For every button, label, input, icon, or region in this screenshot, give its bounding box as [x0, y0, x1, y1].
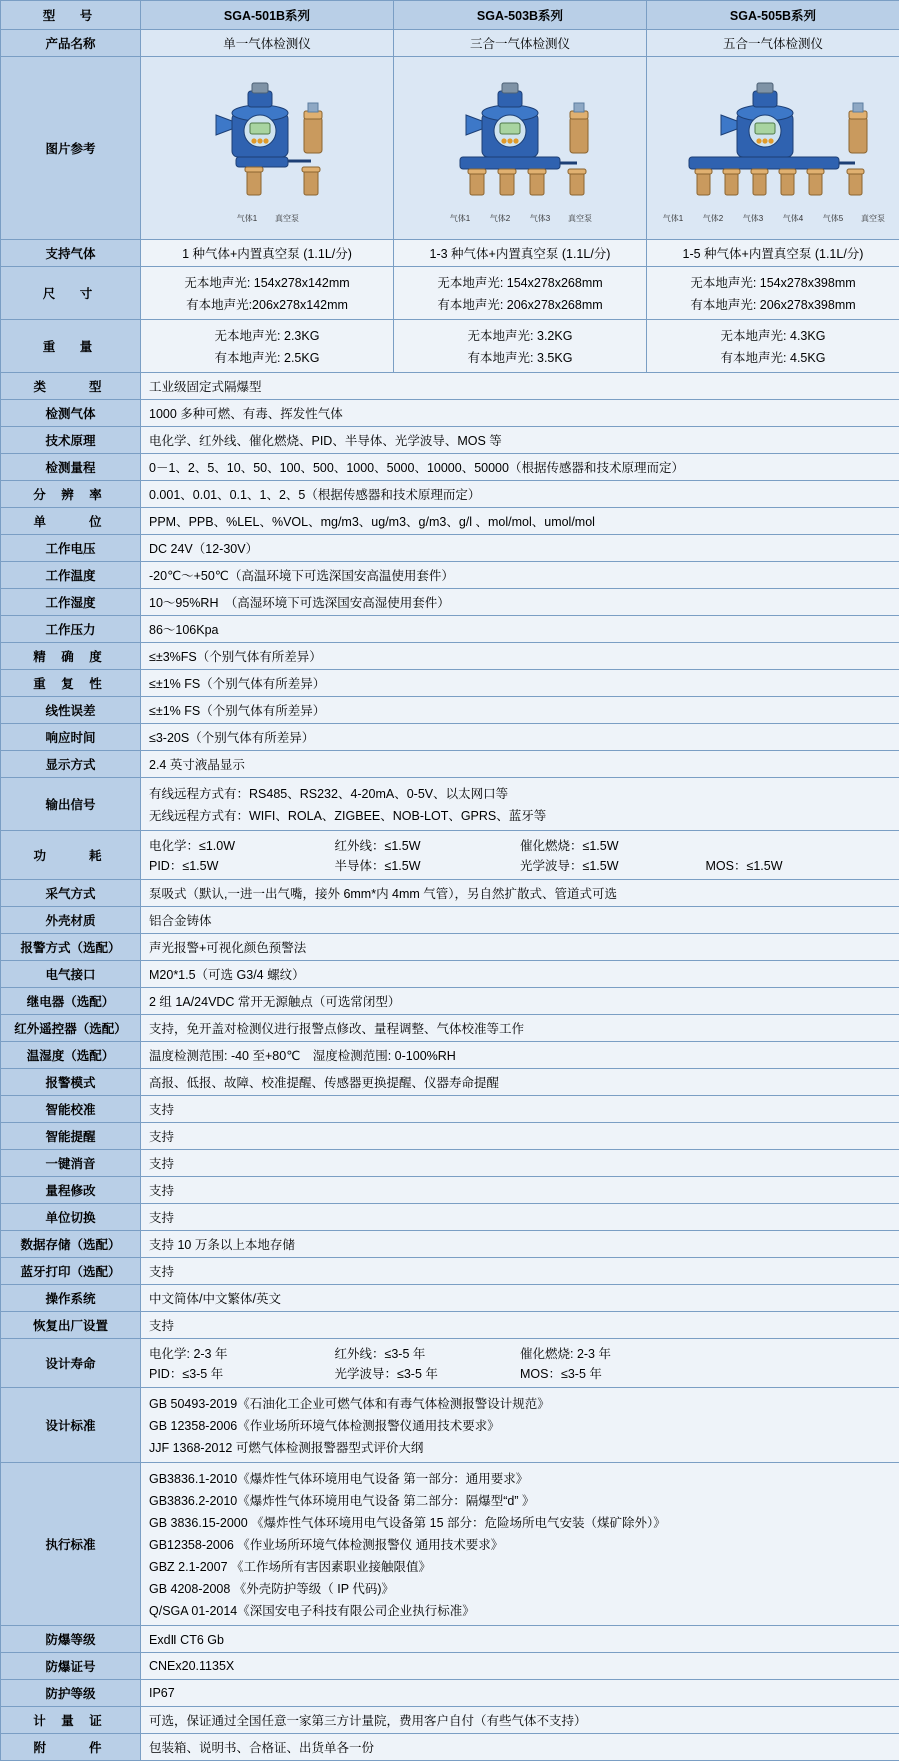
resolution-value: 0.001、0.01、0.1、1、2、5（根据传感器和技术原理而定）	[141, 481, 899, 508]
table-row-unit-switch	[1, 1204, 899, 1231]
row-label-ex-level: 防爆等级	[1, 1626, 141, 1653]
row-label-bt-print: 蓝牙打印（选配）	[1, 1258, 141, 1285]
row-label-accuracy: 精 确 度	[1, 643, 141, 670]
range-value: 0－1、2、5、10、50、100、500、1000、5000、10000、50000（根据传感器和技术原理而定）	[141, 454, 899, 481]
exec-std-1: GB3836.1-2010《爆炸性气体环境用电气设备 第一部分：通用要求》	[149, 1467, 891, 1489]
one-key-mute-value: 支持	[141, 1150, 899, 1177]
product-name-501b: 单一气体检测仪	[141, 30, 394, 57]
table-row-factory-reset	[1, 1312, 899, 1339]
bt-print-value: 支持	[141, 1258, 899, 1285]
life-infrared: 红外线：≤3-5 年	[335, 1343, 521, 1363]
exec-std-7: Q/SGA 01-2014《深国安电子科技有限公司企业执行标准》	[149, 1599, 891, 1621]
life-pid: PID：≤3-5 年	[149, 1363, 335, 1383]
row-label-detect-gas: 检测气体	[1, 400, 141, 427]
model-501b: SGA-501B系列	[141, 1, 394, 30]
table-row-shell	[1, 907, 899, 934]
table-row-range	[1, 454, 899, 481]
support-gas-501b: 1 种气体+内置真空泵 (1.1L/分)	[141, 240, 394, 267]
power-line1	[149, 835, 891, 855]
row-label-power: 功 耗	[1, 831, 141, 880]
weight-505b	[647, 320, 899, 373]
gas-label-row-5	[651, 214, 896, 223]
design-std-1: GB 50493-2019《石油化工企业可燃气体和有毒气体检测报警设计规范》	[149, 1392, 891, 1414]
design-std-2: GB 12358-2006《作业场所环境气体检测报警仪通用技术要求》	[149, 1414, 891, 1436]
smart-remind-value: 支持	[141, 1123, 899, 1150]
table-row-ex-level	[1, 1626, 899, 1653]
size-505b	[647, 267, 899, 320]
unit-value: PPM、PPB、%LEL、%VOL、mg/m3、ug/m3、g/m3、g/l 、mol/mol、umol/mol	[141, 508, 899, 535]
power-catalytic: 催化燃烧：≤1.5W	[520, 835, 706, 855]
accessories-value: 包装箱、说明书、合格证、出货单各一份	[141, 1734, 899, 1761]
table-row-output	[1, 778, 899, 831]
detector-illustration-5	[651, 73, 896, 223]
size-505b-line2: 有本地声光: 206x278x398mm	[655, 293, 891, 315]
table-row-power	[1, 831, 899, 880]
table-row-accessories	[1, 1734, 899, 1761]
weight-505b-line1: 无本地声光: 4.3KG	[655, 324, 891, 346]
gas-label-1: 气体1	[227, 214, 267, 223]
row-label-voltage: 工作电压	[1, 535, 141, 562]
row-label-response: 响应时间	[1, 724, 141, 751]
model-503b: SGA-503B系列	[394, 1, 647, 30]
row-label-factory-reset: 恢复出厂设置	[1, 1312, 141, 1339]
weight-501b-line2: 有本地声光: 2.5KG	[149, 346, 385, 368]
accuracy-value: ≤±3%FS（个别气体有所差异）	[141, 643, 899, 670]
row-label-display: 显示方式	[1, 751, 141, 778]
gas-label-pump: 真空泵	[853, 214, 893, 223]
table-row-relay	[1, 988, 899, 1015]
table-row-metrology	[1, 1707, 899, 1734]
table-row-exec-std	[1, 1463, 899, 1626]
row-label-weight: 重 量	[1, 320, 141, 373]
row-label-resolution: 分 辨 率	[1, 481, 141, 508]
table-row-alarm-mode-opt	[1, 934, 899, 961]
weight-501b-line1: 无本地声光: 2.3KG	[149, 324, 385, 346]
linear-value: ≤±1% FS（个别气体有所差异）	[141, 697, 899, 724]
table-row-detect-gas	[1, 400, 899, 427]
table-row-model	[1, 1, 899, 30]
table-row-ip-level	[1, 1680, 899, 1707]
weight-501b	[141, 320, 394, 373]
row-label-model: 型 号	[1, 1, 141, 30]
row-label-sampling: 采气方式	[1, 880, 141, 907]
type-value: 工业级固定式隔爆型	[141, 373, 899, 400]
row-label-ex-cert: 防爆证号	[1, 1653, 141, 1680]
power-blank	[706, 835, 892, 855]
power-mos: MOS：≤1.5W	[706, 855, 892, 875]
product-name-503b: 三合一气体检测仪	[394, 30, 647, 57]
power-infrared: 红外线：≤1.5W	[335, 835, 521, 855]
row-label-product-name: 产品名称	[1, 30, 141, 57]
work-temp-value: -20℃～+50℃（高温环境下可选深国安高温使用套件）	[141, 562, 899, 589]
support-gas-505b: 1-5 种气体+内置真空泵 (1.1L/分)	[647, 240, 899, 267]
alarm-mode-value: 高报、低报、故障、校准提醒、传感器更换提醒、仪器寿命提醒	[141, 1069, 899, 1096]
exec-std-3: GB 3836.15-2000 《爆炸性气体环境用电气设备第 15 部分：危险场所电气安装（煤矿除外）》	[149, 1511, 891, 1533]
life-value	[141, 1339, 899, 1388]
row-label-work-pressure: 工作压力	[1, 616, 141, 643]
os-value: 中文简体/中文繁体/英文	[141, 1285, 899, 1312]
table-row-response	[1, 724, 899, 751]
table-row-bt-print	[1, 1258, 899, 1285]
detect-gas-value: 1000 多种可燃、有毒、挥发性气体	[141, 400, 899, 427]
table-row-design-std	[1, 1388, 899, 1463]
factory-reset-value: 支持	[141, 1312, 899, 1339]
row-label-os: 操作系统	[1, 1285, 141, 1312]
row-label-alarm-mode: 报警模式	[1, 1069, 141, 1096]
gas-label-row-3	[420, 214, 620, 223]
response-value: ≤3-20S（个别气体有所差异）	[141, 724, 899, 751]
detector-illustration-1	[192, 73, 342, 223]
table-row-image	[1, 57, 899, 240]
weight-505b-line2: 有本地声光: 4.5KG	[655, 346, 891, 368]
row-label-size: 尺 寸	[1, 267, 141, 320]
table-row-voltage	[1, 535, 899, 562]
table-row-data-storage	[1, 1231, 899, 1258]
gas-label-2: 气体2	[480, 214, 520, 223]
work-pressure-value: 86～106Kpa	[141, 616, 899, 643]
size-501b-line1: 无本地声光: 154x278x142mm	[149, 271, 385, 293]
row-label-temp-humid-opt: 温湿度（选配）	[1, 1042, 141, 1069]
design-std-value	[141, 1388, 899, 1463]
power-semiconductor: 半导体：≤1.5W	[335, 855, 521, 875]
design-std-3: JJF 1368-2012 可燃气体检测报警器型式评价大纲	[149, 1436, 891, 1458]
row-label-remote: 红外遥控器（选配）	[1, 1015, 141, 1042]
output-line2: 无线远程方式有：WIFI、ROLA、ZIGBEE、NOB-LOT、GPRS、蓝牙等	[149, 804, 891, 826]
row-label-range: 检测量程	[1, 454, 141, 481]
device-image-501b	[141, 57, 394, 240]
life-mos: MOS：≤3-5 年	[520, 1363, 706, 1383]
relay-value: 2 组 1A/24VDC 常开无源触点（可选常闭型）	[141, 988, 899, 1015]
range-modify-value: 支持	[141, 1177, 899, 1204]
model-505b: SGA-505B系列	[647, 1, 899, 30]
ip-level-value: IP67	[141, 1680, 899, 1707]
weight-503b	[394, 320, 647, 373]
row-label-principle: 技术原理	[1, 427, 141, 454]
remote-value: 支持，免开盖对检测仪进行报警点修改、量程调整、气体校准等工作	[141, 1015, 899, 1042]
row-label-type: 类 型	[1, 373, 141, 400]
power-value	[141, 831, 899, 880]
product-name-505b: 五合一气体检测仪	[647, 30, 899, 57]
row-label-shell: 外壳材质	[1, 907, 141, 934]
row-label-image: 图片参考	[1, 57, 141, 240]
gas-label-1: 气体1	[653, 214, 693, 223]
row-label-accessories: 附 件	[1, 1734, 141, 1761]
interface-value: M20*1.5（可选 G3/4 螺纹）	[141, 961, 899, 988]
smart-cal-value: 支持	[141, 1096, 899, 1123]
table-row-repeat	[1, 670, 899, 697]
weight-503b-line1: 无本地声光: 3.2KG	[402, 324, 638, 346]
gas-label-pump: 真空泵	[560, 214, 600, 223]
row-label-metrology: 计 量 证	[1, 1707, 141, 1734]
power-line2	[149, 855, 891, 875]
ex-cert-value: CNEx20.1135X	[141, 1653, 899, 1680]
size-501b	[141, 267, 394, 320]
support-gas-503b: 1-3 种气体+内置真空泵 (1.1L/分)	[394, 240, 647, 267]
row-label-repeat: 重 复 性	[1, 670, 141, 697]
table-row-temp-humid-opt	[1, 1042, 899, 1069]
row-label-smart-cal: 智能校准	[1, 1096, 141, 1123]
table-row-type	[1, 373, 899, 400]
output-value	[141, 778, 899, 831]
table-row-linear	[1, 697, 899, 724]
life-line2	[149, 1363, 891, 1383]
unit-switch-value: 支持	[141, 1204, 899, 1231]
device-image-505b	[647, 57, 899, 240]
metrology-value: 可选，保证通过全国任意一家第三方计量院，费用客户自付（有些气体不支持）	[141, 1707, 899, 1734]
power-pid: PID：≤1.5W	[149, 855, 335, 875]
table-row-alarm-mode	[1, 1069, 899, 1096]
work-humidity-value: 10～95%RH （高湿环境下可选深国安高湿使用套件）	[141, 589, 899, 616]
life-line1	[149, 1343, 891, 1363]
row-label-design-std: 设计标准	[1, 1388, 141, 1463]
gas-label-pump: 真空泵	[267, 214, 307, 223]
table-row-principle	[1, 427, 899, 454]
row-label-one-key-mute: 一键消音	[1, 1150, 141, 1177]
table-row-smart-remind	[1, 1123, 899, 1150]
ex-level-value: ExdⅡ CT6 Gb	[141, 1626, 899, 1653]
exec-std-5: GBZ 2.1-2007 《工作场所有害因素职业接触限值》	[149, 1555, 891, 1577]
row-label-data-storage: 数据存储（选配）	[1, 1231, 141, 1258]
table-row-size	[1, 267, 899, 320]
table-row-os	[1, 1285, 899, 1312]
row-label-relay: 继电器（选配）	[1, 988, 141, 1015]
gas-label-3: 气体3	[733, 214, 773, 223]
row-label-life: 设计寿命	[1, 1339, 141, 1388]
table-row-unit	[1, 508, 899, 535]
table-row-resolution	[1, 481, 899, 508]
table-row-sampling	[1, 880, 899, 907]
life-optical: 光学波导：≤3-5 年	[335, 1363, 521, 1383]
row-label-ip-level: 防护等级	[1, 1680, 141, 1707]
gas-label-4: 气体4	[773, 214, 813, 223]
table-row-work-temp	[1, 562, 899, 589]
row-label-work-humidity: 工作湿度	[1, 589, 141, 616]
row-label-exec-std: 执行标准	[1, 1463, 141, 1626]
row-label-support-gas: 支持气体	[1, 240, 141, 267]
row-label-unit-switch: 单位切换	[1, 1204, 141, 1231]
gas-label-1: 气体1	[440, 214, 480, 223]
power-optical: 光学波导：≤1.5W	[520, 855, 706, 875]
row-label-smart-remind: 智能提醒	[1, 1123, 141, 1150]
table-row-weight	[1, 320, 899, 373]
display-value: 2.4 英寸液晶显示	[141, 751, 899, 778]
power-electrochemical: 电化学：≤1.0W	[149, 835, 335, 855]
exec-std-6: GB 4208-2008 《外壳防护等级（ IP 代码)》	[149, 1577, 891, 1599]
detector-illustration-3	[420, 73, 620, 223]
size-505b-line1: 无本地声光: 154x278x398mm	[655, 271, 891, 293]
size-501b-line2: 有本地声光:206x278x142mm	[149, 293, 385, 315]
exec-std-4: GB12358-2006 《作业场所环境气体检测报警仪 通用技术要求》	[149, 1533, 891, 1555]
table-row-smart-cal	[1, 1096, 899, 1123]
life-blank2	[706, 1363, 892, 1383]
device-image-503b	[394, 57, 647, 240]
table-row-ex-cert	[1, 1653, 899, 1680]
table-row-work-pressure	[1, 616, 899, 643]
principle-value: 电化学、红外线、催化燃烧、PID、半导体、光学波导、MOS 等	[141, 427, 899, 454]
repeat-value: ≤±1% FS（个别气体有所差异）	[141, 670, 899, 697]
table-row-interface	[1, 961, 899, 988]
weight-503b-line2: 有本地声光: 3.5KG	[402, 346, 638, 368]
gas-label-5: 气体5	[813, 214, 853, 223]
size-503b-line1: 无本地声光: 154x278x268mm	[402, 271, 638, 293]
data-storage-value: 支持 10 万条以上本地存储	[141, 1231, 899, 1258]
table-row-range-modify	[1, 1177, 899, 1204]
table-row-display	[1, 751, 899, 778]
table-row-one-key-mute	[1, 1150, 899, 1177]
table-row-life	[1, 1339, 899, 1388]
output-line1: 有线远程方式有：RS485、RS232、4-20mA、0-5V、以太网口等	[149, 782, 891, 804]
table-row-product-name	[1, 30, 899, 57]
row-label-output: 输出信号	[1, 778, 141, 831]
table-row-support-gas	[1, 240, 899, 267]
row-label-linear: 线性误差	[1, 697, 141, 724]
table-row-accuracy	[1, 643, 899, 670]
voltage-value: DC 24V（12-30V）	[141, 535, 899, 562]
row-label-unit: 单 位	[1, 508, 141, 535]
shell-value: 铝合金铸体	[141, 907, 899, 934]
temp-humid-opt-value: 温度检测范围: -40 至+80℃ 湿度检测范围: 0-100%RH	[141, 1042, 899, 1069]
row-label-work-temp: 工作温度	[1, 562, 141, 589]
table-row-remote	[1, 1015, 899, 1042]
life-blank	[706, 1343, 892, 1363]
alarm-mode-opt-value: 声光报警+可视化颜色预警法	[141, 934, 899, 961]
life-catalytic: 催化燃烧: 2-3 年	[520, 1343, 706, 1363]
row-label-alarm-mode-opt: 报警方式（选配）	[1, 934, 141, 961]
size-503b	[394, 267, 647, 320]
size-503b-line2: 有本地声光: 206x278x268mm	[402, 293, 638, 315]
table-row-work-humidity	[1, 589, 899, 616]
gas-label-2: 气体2	[693, 214, 733, 223]
sampling-value: 泵吸式（默认,一进一出气嘴，接外 6mm*内 4mm 气管），另自然扩散式、管道式可选	[141, 880, 899, 907]
row-label-range-modify: 量程修改	[1, 1177, 141, 1204]
row-label-interface: 电气接口	[1, 961, 141, 988]
exec-std-2: GB3836.2-2010《爆炸性气体环境用电气设备 第二部分：隔爆型“d” 》	[149, 1489, 891, 1511]
exec-std-value	[141, 1463, 899, 1626]
life-electrochemical: 电化学: 2-3 年	[149, 1343, 335, 1363]
gas-label-row-1	[192, 214, 342, 223]
gas-label-3: 气体3	[520, 214, 560, 223]
